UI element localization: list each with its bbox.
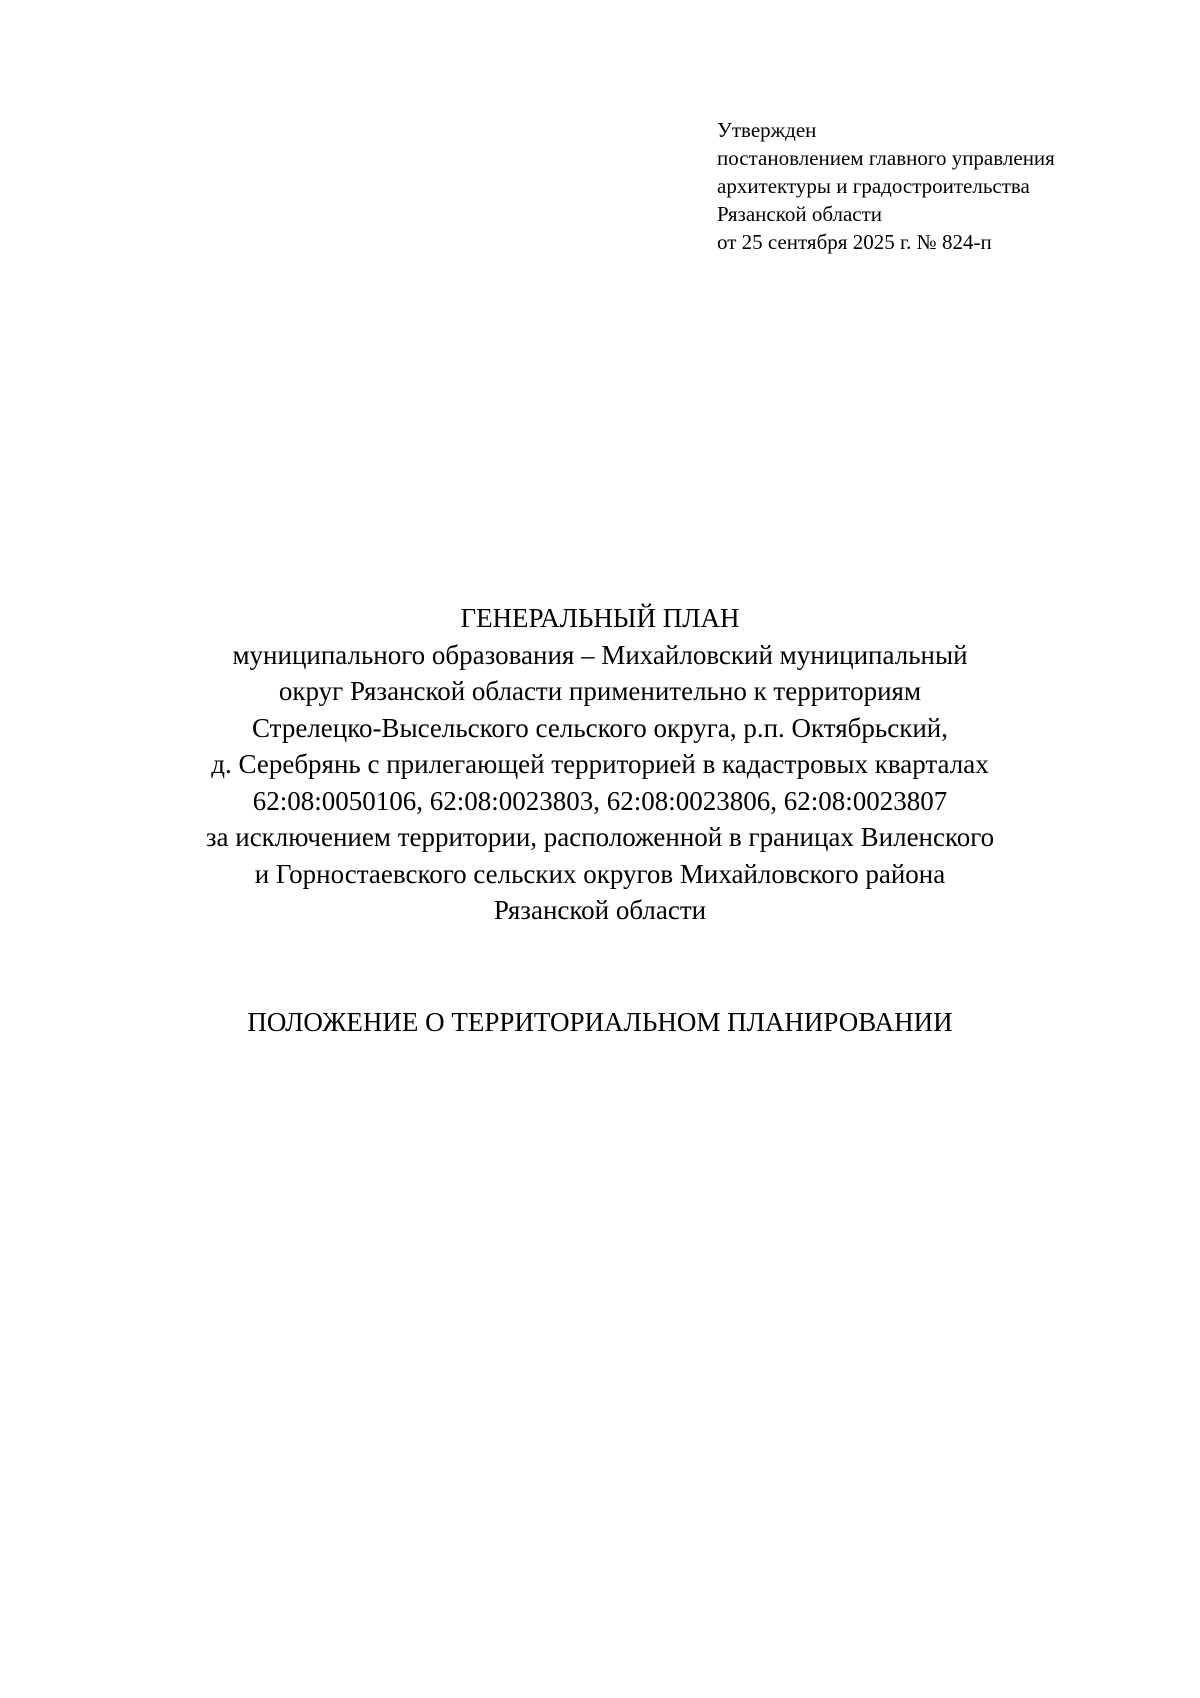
approval-date-number: от 25 сентября 2025 г. № 824-п [717, 230, 992, 254]
subtitle-line: д. Серебрянь с прилегающей территорией в кадастровых кварталах [211, 749, 989, 779]
subtitle-line: муниципального образования – Михайловский муниципальный [232, 639, 968, 670]
approval-stamp [717, 116, 1157, 256]
subtitle-line: за исключением территории, расположенной в границах Виленского [205, 822, 995, 852]
subtitle-line: Стрелецко-Высельского сельского округа, р.п. Октябрьский, [252, 712, 948, 743]
approval-line: Утвержден [717, 118, 817, 142]
approval-line: постановлением главного управления [717, 146, 1055, 170]
subtitle-line: округ Рязанской области применительно к территориям [278, 676, 922, 706]
approval-line: архитектуры и градостроительства [717, 174, 1030, 198]
document-title: ГЕНЕРАЛЬНЫЙ ПЛАН [460, 603, 740, 633]
subtitle-line: 62:08:0050106, 62:08:0023803, 62:08:0023806, 62:08:0023807 [252, 785, 948, 816]
approval-line: Рязанской области [717, 202, 883, 226]
section-title: ПОЛОЖЕНИЕ О ТЕРРИТОРИАЛЬНОМ ПЛАНИРОВАНИИ [247, 1007, 953, 1037]
subtitle-line: Рязанской области [493, 895, 707, 925]
subtitle-line: и Горностаевского сельских округов Михайловского района [254, 858, 946, 889]
document-title-block [0, 600, 1200, 929]
